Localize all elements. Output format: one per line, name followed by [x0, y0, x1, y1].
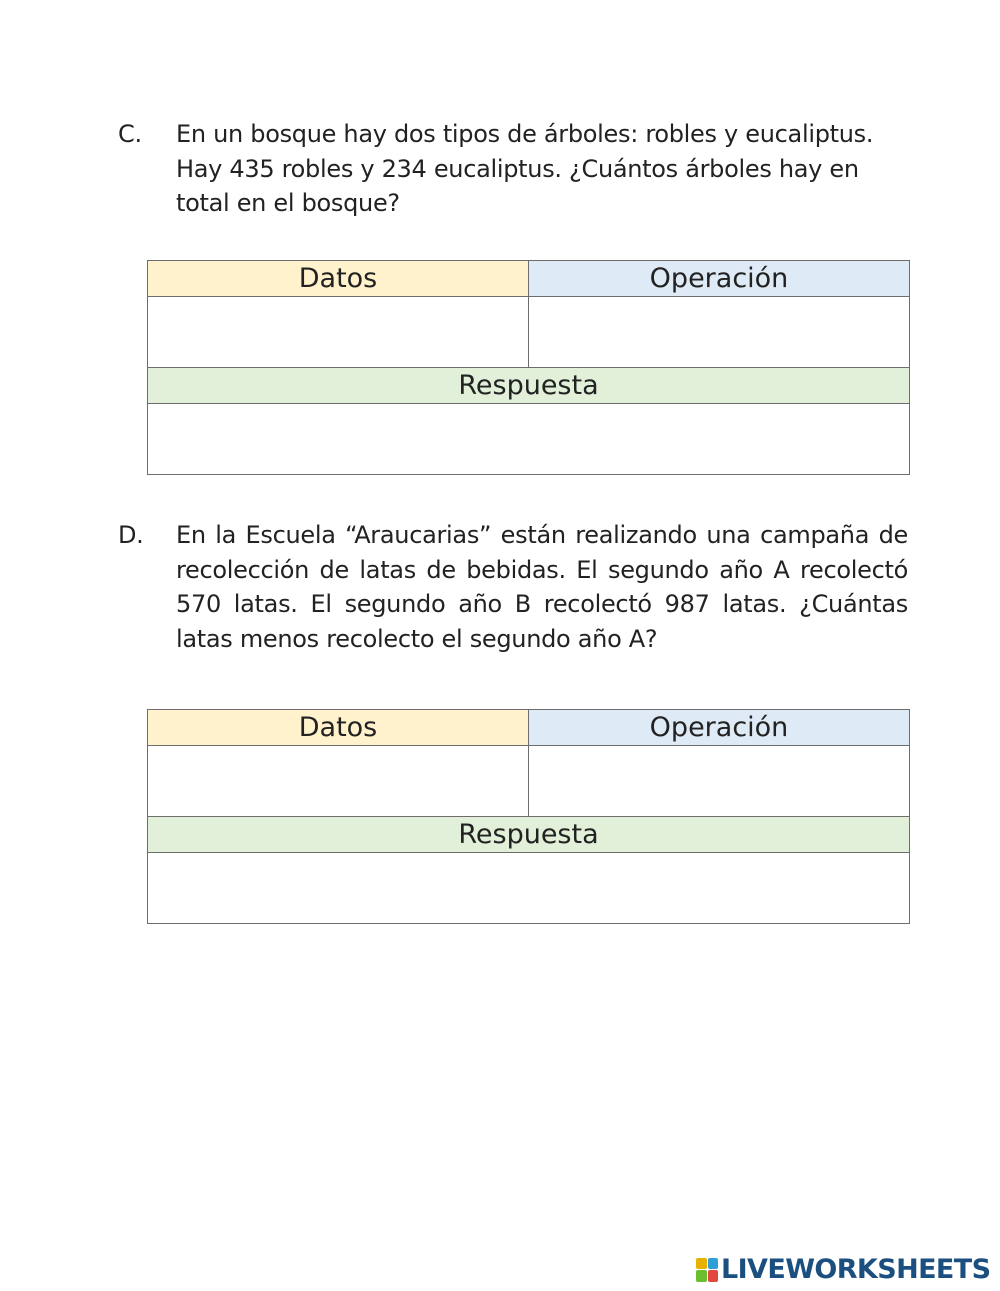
operacion-header: Operación	[529, 710, 910, 746]
datos-header: Datos	[148, 710, 529, 746]
operacion-answer-cell	[529, 746, 910, 817]
datos-header: Datos	[148, 261, 529, 297]
operacion-answer-cell	[529, 297, 910, 368]
problem-letter: C.	[118, 120, 142, 148]
operacion-header: Operación	[529, 261, 910, 297]
respuesta-header: Respuesta	[148, 817, 910, 853]
problem-c	[118, 117, 908, 221]
operacion-answer-input[interactable]	[529, 297, 909, 367]
problem-letter: D.	[118, 521, 144, 549]
datos-answer-cell	[148, 297, 529, 368]
respuesta-answer-cell	[148, 404, 910, 475]
liveworksheets-logo[interactable]	[696, 1254, 990, 1285]
problem-text: En un bosque hay dos tipos de árboles: robles y eucaliptus. Hay 435 robles y 234 eucaliptus. ¿Cuántos árboles hay en total en el bosque?	[176, 120, 874, 217]
datos-answer-input[interactable]	[148, 746, 528, 816]
respuesta-answer-cell	[148, 853, 910, 924]
respuesta-answer-input[interactable]	[148, 404, 909, 474]
respuesta-header: Respuesta	[148, 368, 910, 404]
worksheet-table-c	[147, 260, 910, 475]
operacion-answer-input[interactable]	[529, 746, 909, 816]
worksheet-table-d	[147, 709, 910, 924]
respuesta-answer-input[interactable]	[148, 853, 909, 923]
datos-answer-cell	[148, 746, 529, 817]
problem-text: En la Escuela “Araucarias” están realizando una campaña de recolección de latas de bebidas. El segundo año A recolectó 570 latas. El segundo año B recolectó 987 latas. ¿Cuántas latas menos recolecto el segundo año A?	[176, 521, 908, 653]
problem-d	[118, 518, 908, 656]
logo-text: LIVEWORKSHEETS	[721, 1254, 991, 1285]
datos-answer-input[interactable]	[148, 297, 528, 367]
liveworksheets-logo-icon	[696, 1258, 718, 1282]
